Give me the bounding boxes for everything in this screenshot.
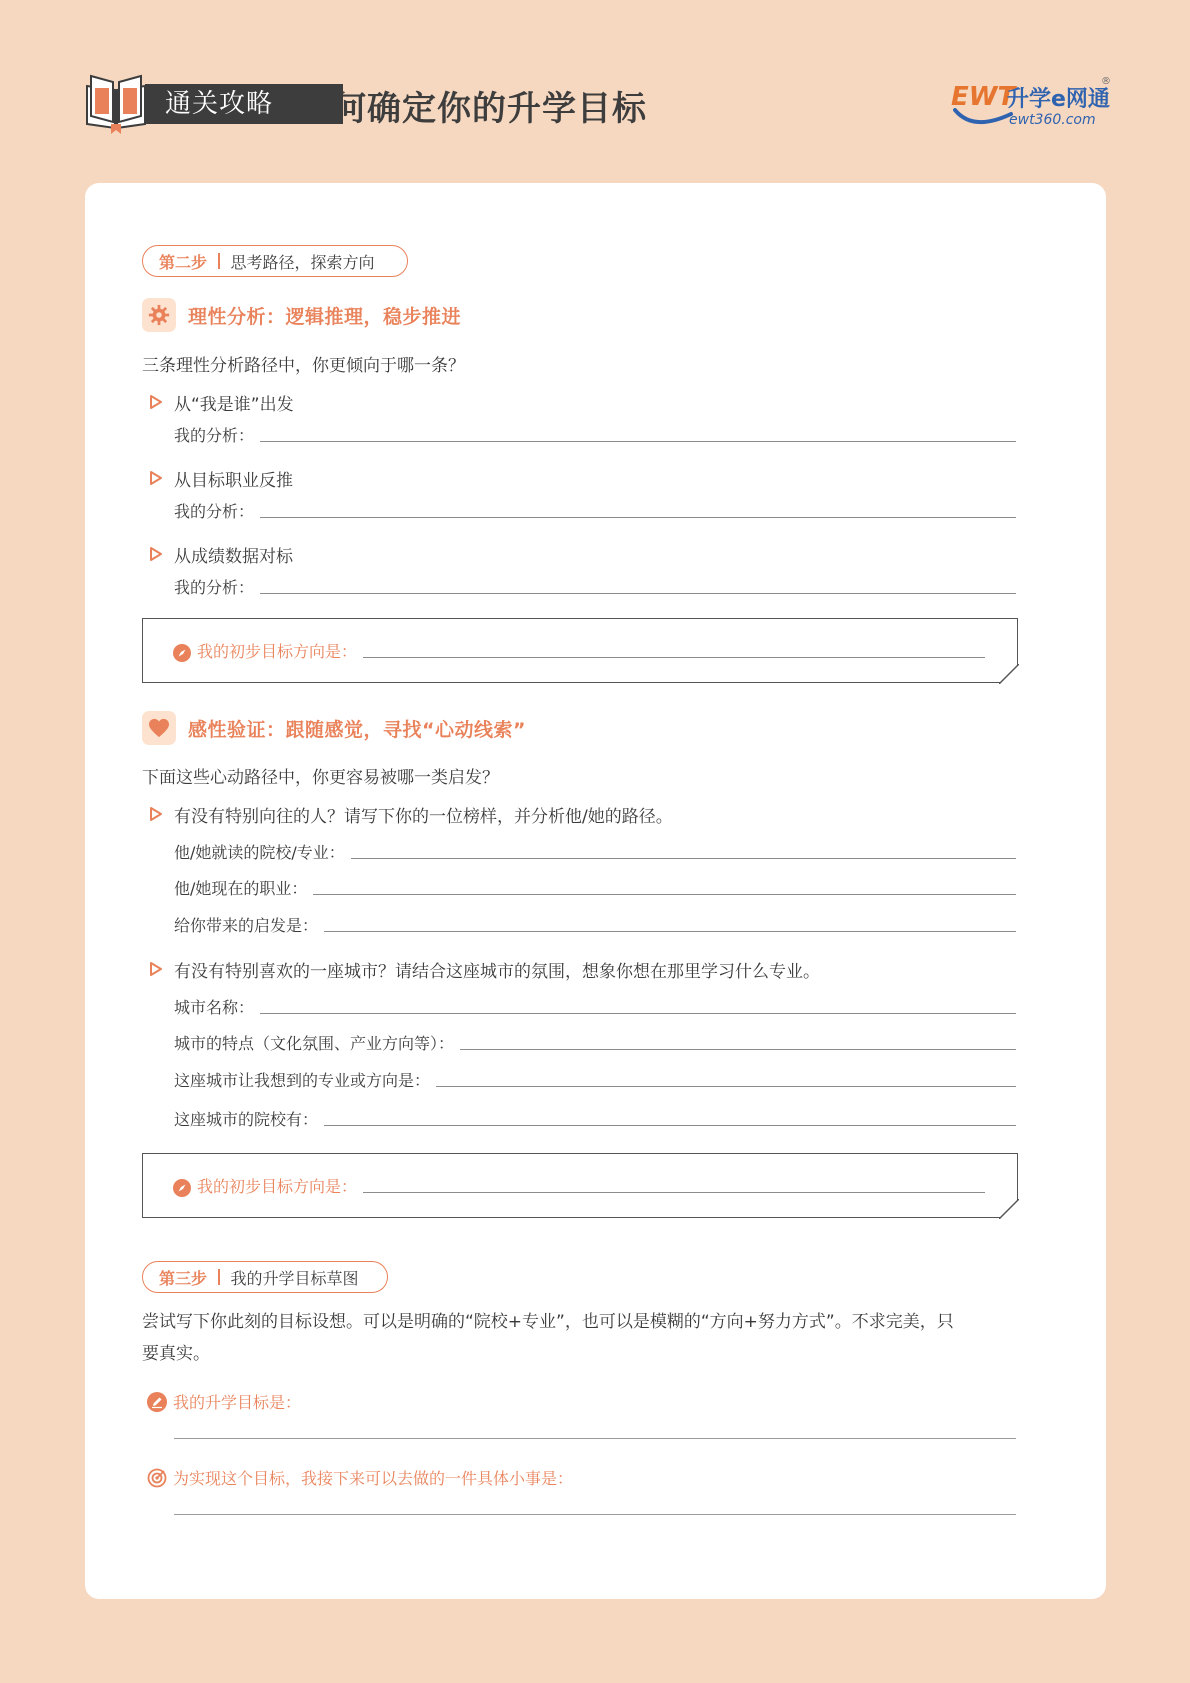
field-label: 我的初步目标方向是： — [197, 1177, 358, 1196]
field-label: 城市名称： — [174, 998, 255, 1017]
pencil-icon — [147, 1392, 167, 1412]
answer-line[interactable] — [324, 1124, 1016, 1126]
analysis-field-2[interactable] — [174, 499, 1016, 522]
emotional-option-1: 有没有特别向往的人？请写下你的一位榜样，并分析他/她的路径。 — [174, 807, 673, 827]
initial-direction-field[interactable] — [173, 1174, 985, 1197]
emotional-option-2: 有没有特别喜欢的一座城市？请结合这座城市的氛围，想象你想在那里学习什么专业。 — [174, 962, 820, 982]
logo-brand: EWT — [951, 82, 1016, 112]
field-label: 我的分析： — [174, 578, 255, 597]
triangle-bullet-icon — [149, 962, 163, 976]
logo-name: 升学e网通 — [1007, 87, 1110, 112]
logo-registered-mark: ® — [1101, 76, 1111, 87]
triangle-bullet-icon — [149, 395, 163, 409]
ewt-logo — [951, 76, 1111, 136]
answer-line[interactable] — [351, 857, 1016, 859]
answer-line[interactable] — [313, 893, 1016, 895]
page-fold-icon — [999, 664, 1019, 684]
goal-label: 我的升学目标是： — [173, 1393, 302, 1412]
role-model-school-field[interactable] — [174, 840, 1016, 863]
divider — [218, 253, 220, 269]
analysis-field-3[interactable] — [174, 575, 1016, 598]
field-label: 他/她就读的院校/专业： — [174, 843, 345, 862]
answer-line[interactable] — [324, 930, 1016, 932]
city-schools-field[interactable] — [174, 1107, 1016, 1130]
emotional-section-header — [142, 711, 526, 745]
field-label: 我的分析： — [174, 502, 255, 521]
step-number: 第二步 — [159, 252, 208, 272]
step-title: 思考路径，探索方向 — [230, 252, 375, 272]
field-label: 给你带来的启发是： — [174, 916, 319, 935]
divider — [218, 1269, 220, 1285]
logo-swoosh-icon — [953, 106, 1013, 128]
step3-pill — [142, 1261, 388, 1293]
role-model-job-field[interactable] — [174, 876, 1016, 899]
action-label: 为实现这个目标，我接下来可以去做的一件具体小事是： — [173, 1469, 574, 1488]
field-label: 我的分析： — [174, 426, 255, 445]
instructions-line-2: 要真实。 — [142, 1344, 210, 1364]
emotional-question: 下面这些心动路径中，你更容易被哪一类启发？ — [142, 768, 499, 788]
field-label: 这座城市让我想到的专业或方向是： — [174, 1071, 431, 1090]
page-header — [85, 66, 1111, 136]
step3-instructions — [142, 1306, 1032, 1370]
analysis-field-1[interactable] — [174, 423, 1016, 446]
answer-line[interactable] — [260, 592, 1016, 594]
initial-direction-field[interactable] — [173, 639, 985, 662]
answer-line[interactable] — [260, 1012, 1016, 1014]
answer-line[interactable] — [260, 440, 1016, 442]
initial-direction-note-2 — [142, 1153, 1018, 1218]
compass-icon — [173, 1179, 191, 1197]
action-label-row — [147, 1466, 573, 1489]
inspiration-field[interactable] — [174, 913, 1016, 936]
compass-icon — [173, 644, 191, 662]
goal-label-row — [147, 1390, 301, 1413]
rational-question: 三条理性分析路径中，你更倾向于哪一条？ — [142, 356, 465, 376]
emotional-title: 感性验证：跟随感觉，寻找“心动线索” — [188, 718, 526, 741]
field-label: 这座城市的院校有： — [174, 1110, 319, 1129]
step2-pill — [142, 245, 408, 277]
rational-option-1: 从“我是谁”出发 — [174, 395, 294, 415]
field-label: 城市的特点（文化氛围、产业方向等）： — [174, 1034, 455, 1053]
goal-answer-line[interactable] — [174, 1438, 1016, 1439]
page-fold-icon — [999, 1199, 1019, 1219]
page-title: 如何确定你的升学目标 — [297, 89, 647, 129]
answer-line[interactable] — [260, 516, 1016, 518]
header-tag: 通关攻略 — [145, 84, 343, 124]
answer-line[interactable] — [363, 1192, 985, 1193]
answer-line[interactable] — [436, 1085, 1016, 1087]
answer-line[interactable] — [460, 1048, 1016, 1050]
step-number: 第三步 — [159, 1268, 208, 1288]
triangle-bullet-icon — [149, 807, 163, 821]
heart-icon — [142, 711, 176, 745]
rational-option-3: 从成绩数据对标 — [174, 547, 293, 567]
target-icon — [147, 1468, 167, 1488]
action-answer-line[interactable] — [174, 1514, 1016, 1515]
city-name-field[interactable] — [174, 995, 1016, 1018]
triangle-bullet-icon — [149, 547, 163, 561]
worksheet-card — [85, 183, 1106, 1599]
field-label: 他/她现在的职业： — [174, 879, 308, 898]
gear-icon — [142, 298, 176, 332]
rational-section-header — [142, 298, 461, 332]
city-features-field[interactable] — [174, 1031, 1016, 1054]
book-icon — [85, 66, 147, 134]
triangle-bullet-icon — [149, 471, 163, 485]
logo-url: ewt360.com — [1009, 112, 1096, 128]
answer-line[interactable] — [363, 657, 985, 658]
instructions-line-1: 尝试写下你此刻的目标设想。可以是明确的“院校+专业”，也可以是模糊的“方向+努力方式”。不求完美，只 — [142, 1312, 954, 1332]
step-title: 我的升学目标草图 — [230, 1268, 359, 1288]
initial-direction-note-1 — [142, 618, 1018, 683]
rational-title: 理性分析：逻辑推理，稳步推进 — [188, 305, 462, 328]
city-major-field[interactable] — [174, 1068, 1016, 1091]
field-label: 我的初步目标方向是： — [197, 642, 358, 661]
rational-option-2: 从目标职业反推 — [174, 471, 293, 491]
